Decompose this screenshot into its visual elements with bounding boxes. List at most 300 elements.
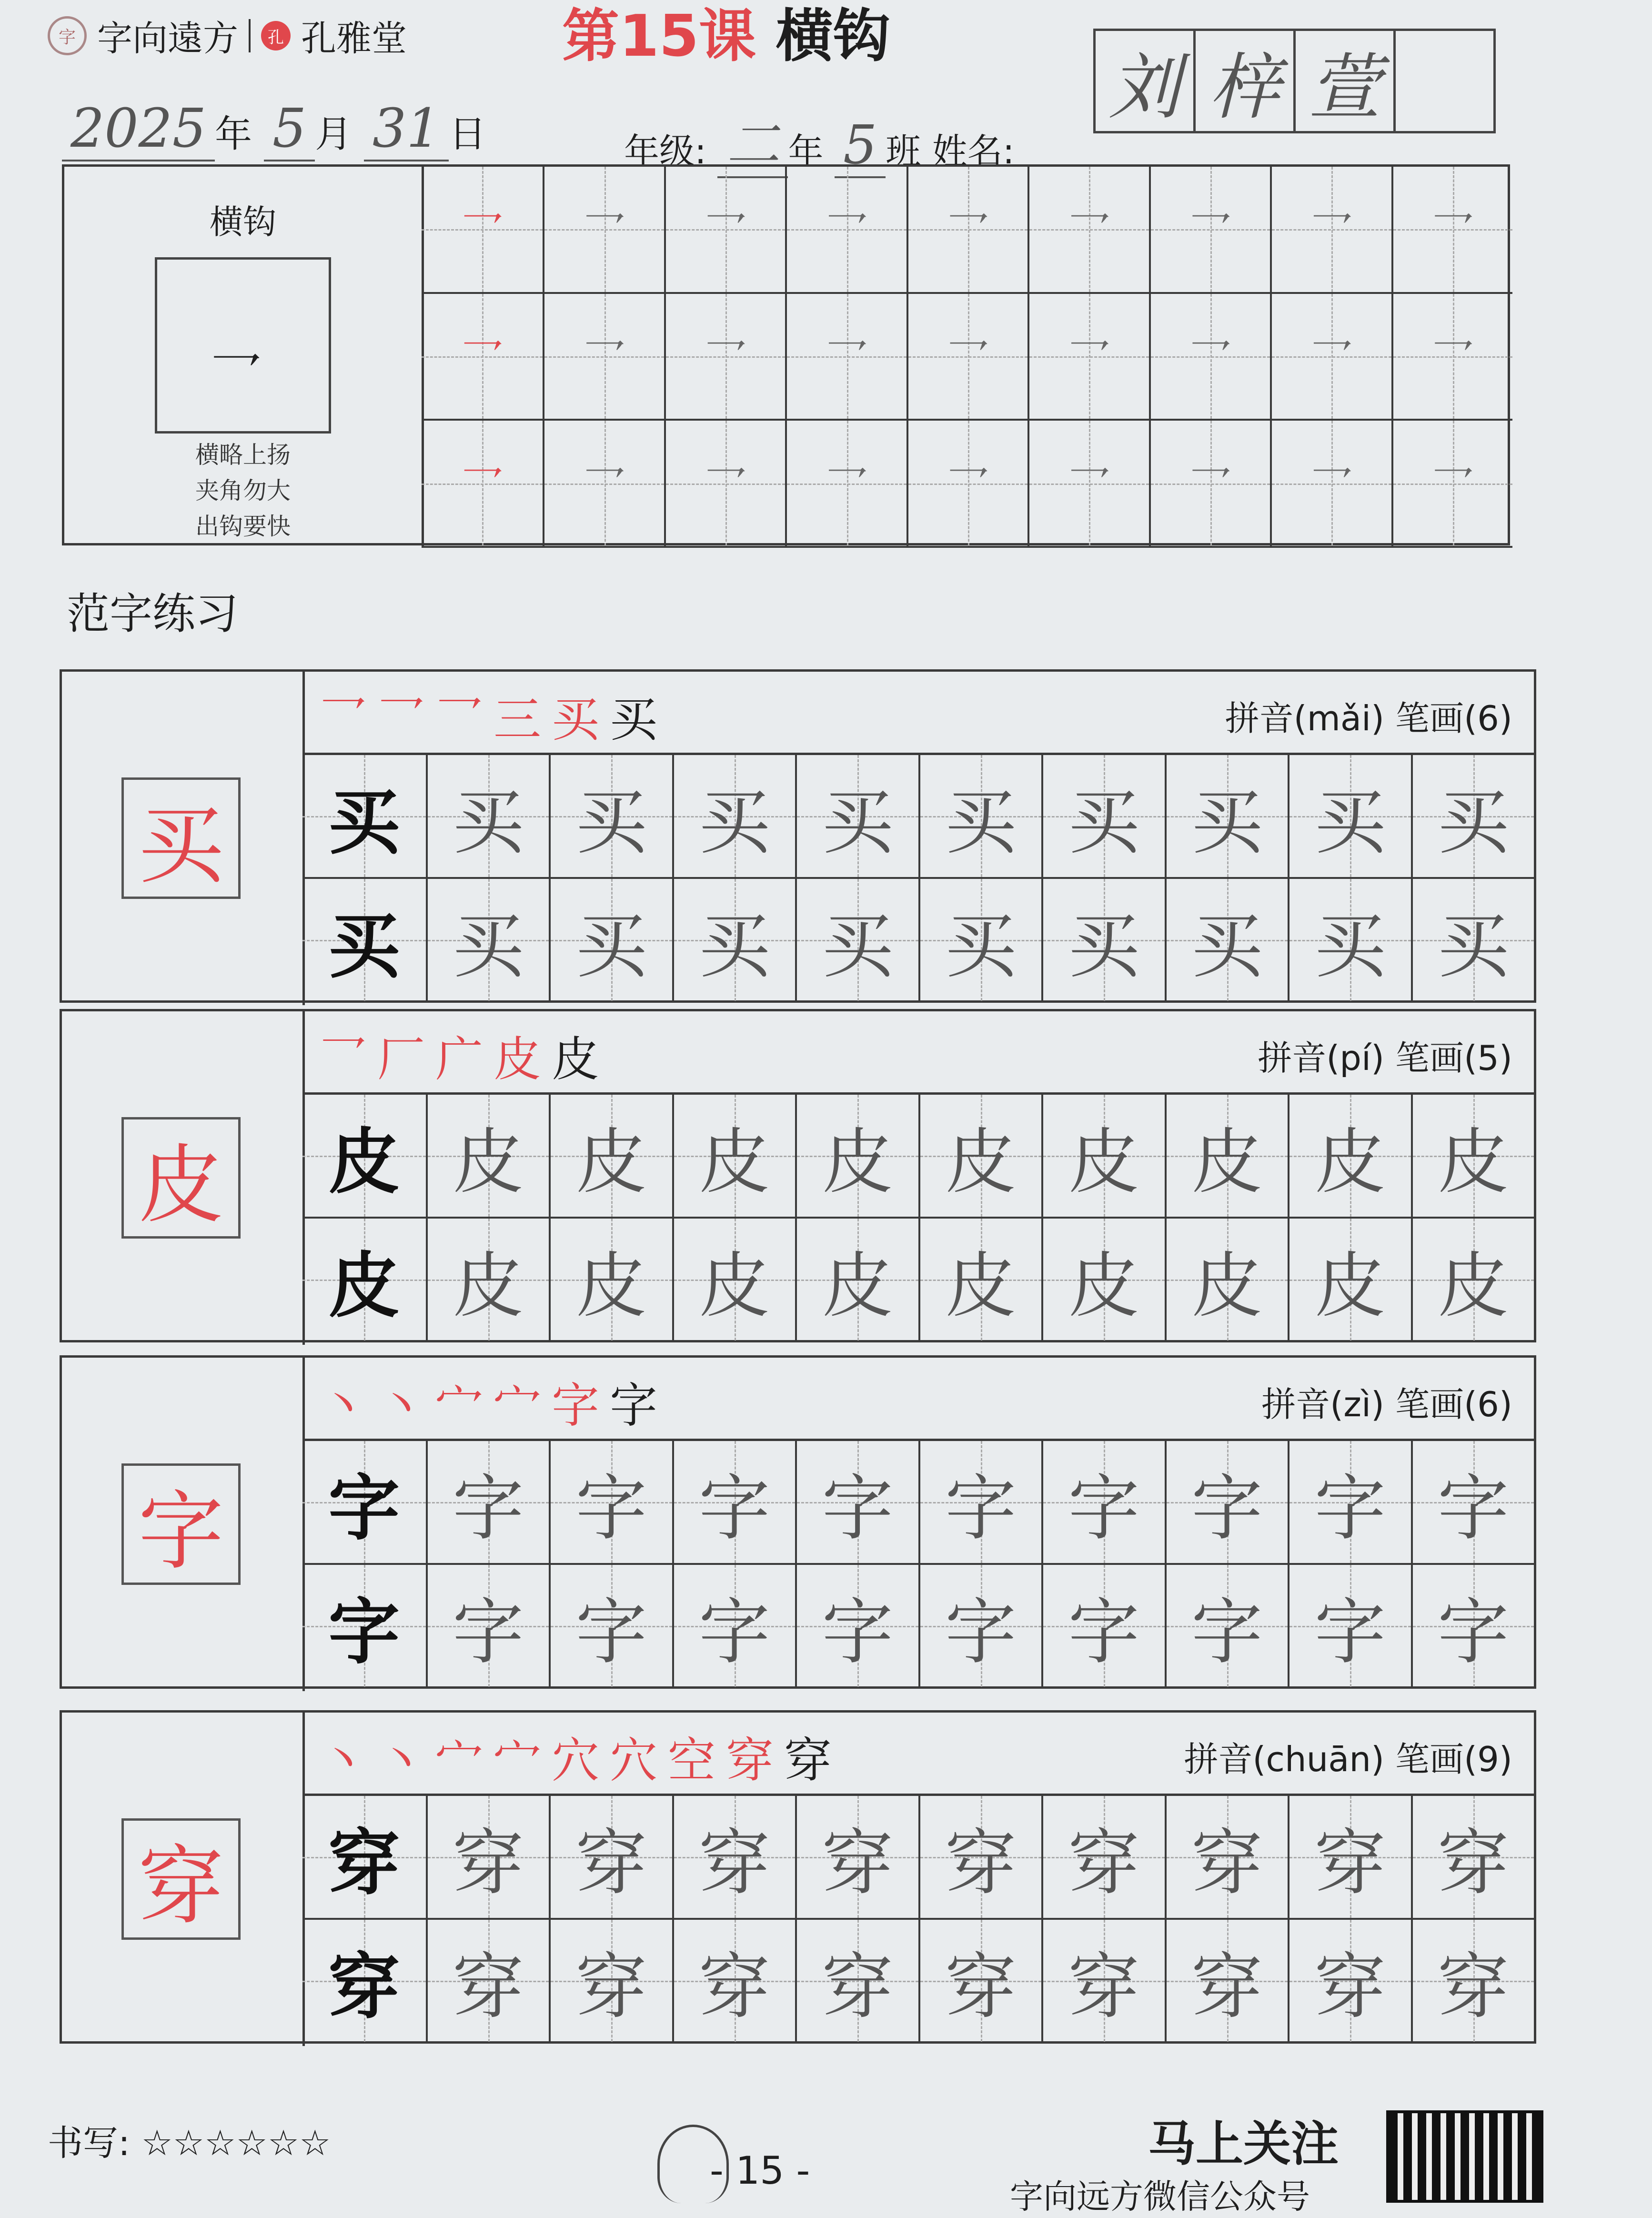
practice-grid xyxy=(302,1439,1534,1689)
stroke-cell-glyph: 乛 xyxy=(1068,462,1111,513)
model-cell xyxy=(302,755,426,879)
practice-character: 字 xyxy=(822,1467,894,1550)
practice-character: 皮 xyxy=(822,1245,894,1328)
practice-cell[interactable] xyxy=(918,1095,1042,1219)
stroke-practice xyxy=(62,164,1510,545)
practice-character: 穿 xyxy=(1437,1822,1509,1905)
model-cell xyxy=(302,1441,426,1565)
stroke-cell[interactable] xyxy=(664,294,785,421)
practice-character: 皮 xyxy=(575,1245,647,1328)
practice-cell[interactable] xyxy=(1165,879,1288,1003)
practice-cell[interactable] xyxy=(1288,1796,1411,1920)
practice-cell[interactable] xyxy=(426,755,549,879)
practice-cell[interactable] xyxy=(1041,1441,1165,1565)
stroke-order-step: 皮 xyxy=(494,1031,552,1087)
name-boxes xyxy=(1096,29,1496,133)
practice-cell[interactable] xyxy=(918,1565,1042,1689)
stroke-cell[interactable] xyxy=(1270,294,1391,421)
stroke-cell[interactable] xyxy=(785,294,906,421)
practice-character: 字 xyxy=(1068,1591,1140,1674)
practice-character: 买 xyxy=(1437,905,1509,988)
stroke-cell-glyph: 乛 xyxy=(583,208,626,259)
stroke-count-label: 笔画(5) xyxy=(1395,1038,1512,1078)
stroke-cell-glyph: 乛 xyxy=(1189,335,1232,385)
stroke-order xyxy=(319,1367,668,1436)
stroke-cell[interactable] xyxy=(1027,421,1148,548)
stroke-order-step: 买 xyxy=(552,692,610,747)
practice-character: 皮 xyxy=(575,1121,647,1204)
practice-cell[interactable] xyxy=(672,879,796,1003)
practice-cell[interactable] xyxy=(1411,1920,1534,2044)
stroke-cell[interactable] xyxy=(422,167,543,294)
practice-cell[interactable] xyxy=(1411,755,1534,879)
practice-character: 穿 xyxy=(1068,1822,1140,1905)
practice-cell[interactable] xyxy=(1411,1441,1534,1565)
practice-cell[interactable] xyxy=(918,1796,1042,1920)
practice-cell[interactable] xyxy=(1411,1565,1534,1689)
stroke-cell[interactable] xyxy=(1149,167,1270,294)
character-info xyxy=(1261,1377,1512,1426)
stroke-cell[interactable] xyxy=(543,294,664,421)
lesson-name: 横钩 xyxy=(776,3,890,70)
stroke-cell-glyph: 乛 xyxy=(946,335,989,385)
stroke-cell[interactable] xyxy=(664,421,785,548)
grade-label: 年级: xyxy=(624,131,706,172)
brand-name: 字向遠方 xyxy=(97,18,238,59)
stroke-cell-glyph: 乛 xyxy=(1068,335,1111,385)
practice-character: 字 xyxy=(1068,1467,1140,1550)
stroke-order-step: 乛 xyxy=(377,692,435,747)
stroke-tip: 夹角勿大 xyxy=(195,477,291,504)
stroke-cell[interactable] xyxy=(907,421,1027,548)
practice-cell[interactable] xyxy=(1165,1920,1288,2044)
grade-unit: 年 xyxy=(788,131,824,172)
practice-cell[interactable] xyxy=(1041,1219,1165,1342)
grade-value: 二 xyxy=(717,114,788,178)
name-box xyxy=(1393,29,1496,133)
stroke-order-step: 丶 xyxy=(319,1733,377,1788)
practice-cell[interactable] xyxy=(549,1796,672,1920)
stroke-cell[interactable] xyxy=(422,421,543,548)
day-unit: 日 xyxy=(449,113,486,156)
year-unit: 年 xyxy=(215,113,252,156)
stroke-cell-glyph: 乛 xyxy=(461,462,504,513)
practice-cell[interactable] xyxy=(426,1920,549,2044)
practice-character: 买 xyxy=(328,780,400,864)
pinyin-label: 拼音(mǎi) xyxy=(1225,698,1385,738)
practice-cell[interactable] xyxy=(918,1920,1042,2044)
practice-cell[interactable] xyxy=(1041,1920,1165,2044)
practice-character: 字 xyxy=(328,1590,400,1674)
practice-cell[interactable] xyxy=(426,1441,549,1565)
stroke-name: 横钩 xyxy=(210,202,276,242)
practice-cell[interactable] xyxy=(426,1565,549,1689)
stroke-cell-glyph: 乛 xyxy=(704,208,747,259)
stroke-cell[interactable] xyxy=(1270,167,1391,294)
stroke-cell-glyph: 乛 xyxy=(1310,335,1353,385)
practice-cell[interactable] xyxy=(672,1219,796,1342)
practice-character: 穿 xyxy=(822,1946,894,2029)
practice-character: 字 xyxy=(1314,1467,1386,1550)
stroke-cell-glyph: 乛 xyxy=(825,335,868,385)
stroke-grid xyxy=(422,167,1512,548)
model-character: 穿 xyxy=(121,1818,241,1940)
practice-character: 字 xyxy=(822,1591,894,1674)
practice-character: 皮 xyxy=(1314,1245,1386,1328)
practice-character: 皮 xyxy=(1314,1121,1386,1204)
practice-cell[interactable] xyxy=(1411,1219,1534,1342)
stroke-order-step: 空 xyxy=(668,1733,726,1788)
character-block xyxy=(60,669,1536,1003)
stroke-cell[interactable] xyxy=(543,167,664,294)
practice-character: 买 xyxy=(945,781,1017,864)
stroke-order-step: 穴 xyxy=(610,1733,668,1788)
practice-cell[interactable] xyxy=(672,1920,796,2044)
practice-cell[interactable] xyxy=(426,1219,549,1342)
stroke-demo-glyph: 乛 xyxy=(210,347,262,408)
stroke-cell-glyph: 乛 xyxy=(704,462,747,513)
stroke-cell[interactable] xyxy=(1391,294,1512,421)
stroke-cell-glyph: 乛 xyxy=(1068,208,1111,259)
name-box: 萱 xyxy=(1293,29,1396,133)
stroke-order-step: 皮 xyxy=(552,1031,610,1087)
practice-character: 字 xyxy=(452,1467,524,1550)
practice-character: 穿 xyxy=(945,1946,1017,2029)
model-character: 买 xyxy=(121,777,241,899)
stroke-tip: 横略上扬 xyxy=(195,441,291,469)
stroke-tip: 出钩要快 xyxy=(195,513,291,540)
practice-cell[interactable] xyxy=(795,1920,918,2044)
practice-cell[interactable] xyxy=(1288,879,1411,1003)
stroke-count-label: 笔画(6) xyxy=(1395,698,1512,738)
practice-character: 皮 xyxy=(1437,1245,1509,1328)
practice-cell[interactable] xyxy=(918,755,1042,879)
practice-character: 皮 xyxy=(452,1245,524,1328)
model-cell xyxy=(302,1095,426,1219)
practice-cell[interactable] xyxy=(1288,1095,1411,1219)
practice-character: 买 xyxy=(452,905,524,988)
stroke-cell[interactable] xyxy=(1391,421,1512,548)
stroke-cell-glyph: 乛 xyxy=(1310,462,1353,513)
practice-cell[interactable] xyxy=(672,755,796,879)
stroke-order-step: 丶 xyxy=(377,1378,435,1433)
practice-character: 字 xyxy=(575,1467,647,1550)
stroke-order xyxy=(319,1021,610,1089)
stroke-cell[interactable] xyxy=(907,167,1027,294)
character-block xyxy=(60,1009,1536,1342)
stroke-cell-glyph: 乛 xyxy=(825,462,868,513)
practice-character: 皮 xyxy=(452,1121,524,1204)
lesson-number: 第15课 xyxy=(562,3,756,70)
pinyin-label: 拼音(zì) xyxy=(1261,1384,1385,1424)
model-character: 字 xyxy=(121,1463,241,1585)
practice-cell[interactable] xyxy=(1041,1095,1165,1219)
practice-character: 皮 xyxy=(1068,1121,1140,1204)
stroke-cell-glyph: 乛 xyxy=(461,208,504,259)
stroke-cell[interactable] xyxy=(1270,421,1391,548)
practice-character: 穿 xyxy=(1437,1946,1509,2029)
stroke-count-label: 笔画(9) xyxy=(1395,1739,1512,1779)
stroke-order-step: 穿 xyxy=(726,1733,784,1788)
stroke-order-step: 穿 xyxy=(784,1733,842,1788)
practice-character: 穿 xyxy=(328,1945,400,2029)
stroke-cell[interactable] xyxy=(785,167,906,294)
practice-character: 皮 xyxy=(328,1120,400,1204)
practice-character: 穿 xyxy=(698,1822,770,1905)
model-cell xyxy=(302,1565,426,1689)
practice-cell[interactable] xyxy=(549,1920,672,2044)
practice-cell[interactable] xyxy=(426,1095,549,1219)
practice-character: 穿 xyxy=(575,1946,647,2029)
model-cell xyxy=(302,1796,426,1920)
practice-character: 穿 xyxy=(822,1822,894,1905)
stroke-cell-glyph: 乛 xyxy=(1189,208,1232,259)
stroke-cell-glyph: 乛 xyxy=(583,462,626,513)
follow-subtitle: 字向远方微信公众号 xyxy=(1010,2177,1310,2216)
practice-character: 字 xyxy=(698,1467,770,1550)
practice-cell[interactable] xyxy=(1165,1095,1288,1219)
practice-character: 字 xyxy=(1437,1591,1509,1674)
stroke-count-label: 笔画(6) xyxy=(1395,1384,1512,1424)
stroke-cell[interactable] xyxy=(422,294,543,421)
character-model-panel xyxy=(62,1011,305,1345)
practice-grid xyxy=(302,1794,1534,2044)
section-heading: 范字练习 xyxy=(67,589,238,639)
stroke-order-step: 宀 xyxy=(494,1733,552,1788)
stroke-cell-glyph: 乛 xyxy=(1189,462,1232,513)
practice-character: 买 xyxy=(1068,781,1140,864)
stroke-cell[interactable] xyxy=(785,421,906,548)
name-box: 刘 xyxy=(1093,29,1196,133)
character-model-panel xyxy=(62,1358,305,1691)
practice-cell[interactable] xyxy=(795,879,918,1003)
model-cell xyxy=(302,879,426,1003)
name-box: 梓 xyxy=(1193,29,1296,133)
practice-character: 穿 xyxy=(1068,1946,1140,2029)
class-name-label: 班 姓名: xyxy=(886,131,1015,172)
practice-cell[interactable] xyxy=(918,879,1042,1003)
practice-cell[interactable] xyxy=(1165,1441,1288,1565)
practice-character: 买 xyxy=(1437,781,1509,864)
practice-cell[interactable] xyxy=(672,1441,796,1565)
pinyin-label: 拼音(pí) xyxy=(1258,1038,1385,1078)
practice-cell[interactable] xyxy=(795,1565,918,1689)
practice-cell[interactable] xyxy=(549,1219,672,1342)
model-character: 皮 xyxy=(121,1117,241,1239)
stroke-guide xyxy=(64,167,424,548)
practice-character: 买 xyxy=(945,905,1017,988)
model-cell xyxy=(302,1219,426,1342)
pinyin-label: 拼音(chuān) xyxy=(1184,1739,1385,1779)
character-info xyxy=(1225,691,1512,740)
stroke-cell-glyph: 乛 xyxy=(1431,462,1474,513)
class-value: 5 xyxy=(835,114,886,178)
character-model-panel xyxy=(62,1713,305,2046)
practice-character: 买 xyxy=(1191,781,1263,864)
practice-character: 买 xyxy=(452,781,524,864)
stroke-order-step: 丶 xyxy=(319,1378,377,1433)
practice-cell[interactable] xyxy=(918,1441,1042,1565)
practice-cell[interactable] xyxy=(426,879,549,1003)
brand-divider xyxy=(249,19,251,52)
practice-character: 字 xyxy=(1314,1591,1386,1674)
stroke-cell[interactable] xyxy=(543,421,664,548)
stroke-order-step: 乛 xyxy=(319,692,377,747)
practice-character: 字 xyxy=(328,1466,400,1550)
stroke-cell-glyph: 乛 xyxy=(583,335,626,385)
practice-cell[interactable] xyxy=(1041,879,1165,1003)
stroke-order-step: 乛 xyxy=(435,692,494,747)
practice-character: 字 xyxy=(945,1591,1017,1674)
practice-character: 买 xyxy=(1314,781,1386,864)
practice-character: 穿 xyxy=(328,1821,400,1905)
practice-cell[interactable] xyxy=(1288,1565,1411,1689)
stroke-order-step: 乛 xyxy=(319,1031,377,1087)
practice-cell[interactable] xyxy=(672,1796,796,1920)
stroke-order-step: 丶 xyxy=(377,1733,435,1788)
practice-character: 穿 xyxy=(698,1946,770,2029)
practice-character: 买 xyxy=(1068,905,1140,988)
stroke-order-step: 字 xyxy=(552,1378,610,1433)
practice-cell[interactable] xyxy=(1288,755,1411,879)
practice-cell[interactable] xyxy=(549,1441,672,1565)
follow-title: 马上关注 xyxy=(1148,2116,1339,2172)
practice-cell[interactable] xyxy=(1041,1796,1165,1920)
stroke-cell[interactable] xyxy=(664,167,785,294)
stroke-cell[interactable] xyxy=(1391,167,1512,294)
practice-cell[interactable] xyxy=(672,1565,796,1689)
page-number: - 15 - xyxy=(710,2148,810,2193)
practice-cell[interactable] xyxy=(1411,1095,1534,1219)
practice-cell[interactable] xyxy=(795,755,918,879)
stroke-cell[interactable] xyxy=(1149,294,1270,421)
practice-character: 买 xyxy=(1314,905,1386,988)
practice-character: 字 xyxy=(698,1591,770,1674)
practice-character: 买 xyxy=(575,781,647,864)
stroke-cell-glyph: 乛 xyxy=(1431,208,1474,259)
practice-character: 皮 xyxy=(1437,1121,1509,1204)
practice-cell[interactable] xyxy=(1165,1219,1288,1342)
practice-cell[interactable] xyxy=(549,1095,672,1219)
brand2-logo-icon: 孔 xyxy=(261,21,291,50)
character-model-panel xyxy=(62,672,305,1005)
stroke-order xyxy=(319,1722,842,1791)
practice-cell[interactable] xyxy=(1165,1796,1288,1920)
month-unit: 月 xyxy=(315,113,353,156)
stroke-cell-glyph: 乛 xyxy=(704,335,747,385)
rating-stars[interactable]: ☆☆☆☆☆☆ xyxy=(141,2123,331,2164)
practice-character: 皮 xyxy=(945,1245,1017,1328)
practice-cell[interactable] xyxy=(795,1219,918,1342)
practice-cell[interactable] xyxy=(549,1565,672,1689)
practice-character: 穿 xyxy=(1314,1822,1386,1905)
brand2-name: 孔雅堂 xyxy=(301,18,407,59)
month-value: 5 xyxy=(264,98,315,161)
character-block xyxy=(60,1710,1536,2044)
day-value: 31 xyxy=(364,98,449,161)
practice-character: 买 xyxy=(698,781,770,864)
practice-character: 皮 xyxy=(698,1245,770,1328)
stroke-order-step: 宀 xyxy=(494,1378,552,1433)
stroke-cell[interactable] xyxy=(1149,421,1270,548)
practice-character: 皮 xyxy=(1191,1121,1263,1204)
character-info xyxy=(1184,1732,1512,1781)
practice-cell[interactable] xyxy=(426,1796,549,1920)
practice-character: 穿 xyxy=(452,1946,524,2029)
practice-cell[interactable] xyxy=(795,1095,918,1219)
practice-cell[interactable] xyxy=(1411,879,1534,1003)
practice-cell[interactable] xyxy=(1411,1796,1534,1920)
practice-cell[interactable] xyxy=(918,1219,1042,1342)
stroke-order-step: 厂 xyxy=(377,1031,435,1087)
date-field xyxy=(62,98,486,160)
practice-cell[interactable] xyxy=(1165,1565,1288,1689)
practice-character: 字 xyxy=(575,1591,647,1674)
practice-cell[interactable] xyxy=(1165,755,1288,879)
qr-code-icon[interactable] xyxy=(1386,2110,1543,2203)
practice-character: 皮 xyxy=(1191,1245,1263,1328)
practice-cell[interactable] xyxy=(1041,1565,1165,1689)
practice-cell[interactable] xyxy=(795,1796,918,1920)
stroke-cell-glyph: 乛 xyxy=(461,335,504,385)
practice-character: 穿 xyxy=(945,1822,1017,1905)
character-block xyxy=(60,1355,1536,1689)
practice-character: 穿 xyxy=(1314,1946,1386,2029)
practice-cell[interactable] xyxy=(795,1441,918,1565)
practice-character: 买 xyxy=(1191,905,1263,988)
stroke-cell-glyph: 乛 xyxy=(1310,208,1353,259)
practice-character: 字 xyxy=(452,1591,524,1674)
practice-cell[interactable] xyxy=(549,755,672,879)
practice-character: 买 xyxy=(822,905,894,988)
practice-character: 皮 xyxy=(698,1121,770,1204)
practice-character: 穿 xyxy=(1191,1822,1263,1905)
practice-character: 买 xyxy=(822,781,894,864)
lesson-title xyxy=(562,0,890,72)
practice-character: 买 xyxy=(698,905,770,988)
practice-character: 皮 xyxy=(822,1121,894,1204)
stroke-cell-glyph: 乛 xyxy=(946,462,989,513)
practice-character: 穿 xyxy=(1191,1946,1263,2029)
practice-grid xyxy=(302,1092,1534,1342)
stroke-cell-glyph: 乛 xyxy=(1431,335,1474,385)
stroke-order-step: 宀 xyxy=(435,1378,494,1433)
brand xyxy=(48,10,407,62)
stroke-order xyxy=(319,681,668,750)
stroke-cell-glyph: 乛 xyxy=(825,208,868,259)
stroke-demo-box xyxy=(155,257,331,434)
practice-cell[interactable] xyxy=(1288,1920,1411,2044)
stroke-cell[interactable] xyxy=(1027,167,1148,294)
practice-cell[interactable] xyxy=(1288,1219,1411,1342)
practice-character: 穿 xyxy=(452,1822,524,1905)
stroke-cell[interactable] xyxy=(1027,294,1148,421)
practice-cell[interactable] xyxy=(549,879,672,1003)
rating xyxy=(48,2115,331,2166)
stroke-cell-glyph: 乛 xyxy=(946,208,989,259)
practice-cell[interactable] xyxy=(672,1095,796,1219)
character-info xyxy=(1258,1030,1512,1080)
stroke-cell[interactable] xyxy=(907,294,1027,421)
stroke-order-step: 三 xyxy=(494,692,552,747)
practice-cell[interactable] xyxy=(1288,1441,1411,1565)
practice-character: 皮 xyxy=(1068,1245,1140,1328)
practice-character: 买 xyxy=(575,905,647,988)
practice-character: 字 xyxy=(1191,1467,1263,1550)
practice-character: 皮 xyxy=(945,1121,1017,1204)
stroke-order-step: 穴 xyxy=(552,1733,610,1788)
practice-cell[interactable] xyxy=(1041,755,1165,879)
